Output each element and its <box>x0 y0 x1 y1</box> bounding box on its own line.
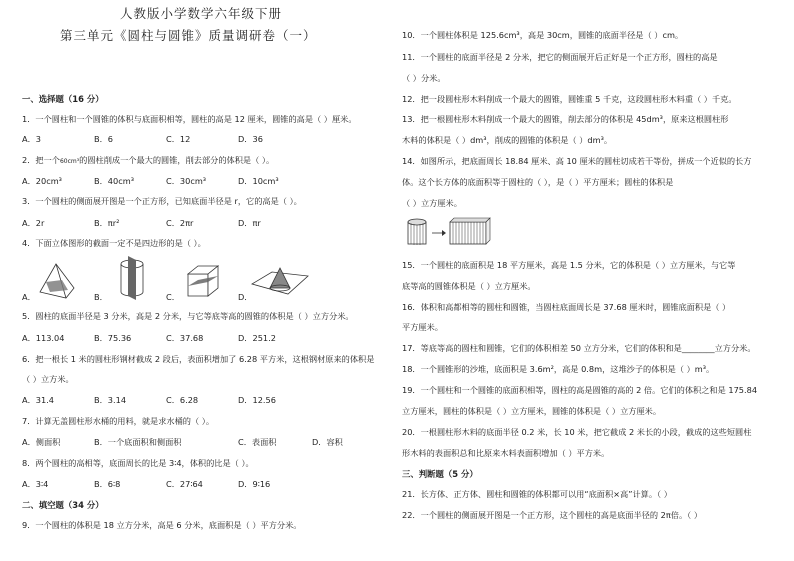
q2-option-d: D．10cm³ <box>238 176 279 186</box>
cone-section-figure <box>250 266 312 302</box>
q7-option-a: A．侧面积 <box>22 437 61 447</box>
question-3: 3．一个圆柱的侧面展开图是一个正方形，已知底面半径是 r，它的高是（ ）。 <box>22 196 302 206</box>
question-11-line1: 11．一个圆柱的底面半径是 2 分米，把它的侧面展开后正好是一个正方形，圆柱的高是 <box>402 52 718 62</box>
q1-option-b: B．6 <box>94 134 114 144</box>
q3-option-d: D．πr <box>238 218 261 228</box>
q5-option-d: D．251.2 <box>238 333 276 343</box>
question-10: 10．一个圆柱体积是 125.6cm³，高是 30cm，圆锥的底面半径是（ ）cm。 <box>402 30 684 40</box>
q2-text-a: 2．把一个 <box>22 155 60 165</box>
q8-option-d: D．9∶16 <box>238 479 271 489</box>
question-19-line2: 立方厘米，圆柱的体积是（ ）立方厘米，圆锥的体积是（ ）立方厘米。 <box>402 406 662 416</box>
question-15-line1: 15．一个圆柱的底面积是 18 平方厘米，高是 1.5 分米，它的体积是（ ）立方厘米，与它等 <box>402 260 736 270</box>
question-14-line1: 14．如图所示，把底面周长 18.84 厘米、高 10 厘米的圆柱切成若干等份，拼成一个近似的长方 <box>402 156 752 166</box>
q8-option-b: B．6∶8 <box>94 479 121 489</box>
q2-option-b: B．40cm³ <box>94 176 134 186</box>
question-15-line2: 底等高的圆锥体积是（ ）立方厘米。 <box>402 281 536 291</box>
question-14-line2: 体。这个长方体的底面积等于圆柱的（ ），是（ ）平方厘米；圆柱的体积是 <box>402 177 674 187</box>
question-1: 1．一个圆柱和一个圆锥的体积与底面积相等，圆柱的高是 12 厘米，圆锥的高是（ ）厘米。 <box>22 114 357 124</box>
section-judge-heading: 三、判断题（5 分） <box>402 469 478 479</box>
q1-option-a: A．3 <box>22 134 41 144</box>
q1-option-d: D．36 <box>238 134 263 144</box>
q3-option-c: C．2πr <box>166 218 194 228</box>
question-20-line1: 20．一根圆柱形木料的底面半径 0.2 米，长 10 米，把它截成 2 米长的小段，截成的这些短圆柱 <box>402 427 752 437</box>
cube-section-figure <box>182 262 224 302</box>
q2-option-a: A．20cm³ <box>22 176 62 186</box>
question-18: 18．一个圆锥形的沙堆，底面积是 3.6m²，高是 0.8m，这堆沙子的体积是（ ）m³。 <box>402 364 715 374</box>
q5-option-b: B．75.36 <box>94 333 132 343</box>
section-fill-heading: 二、填空题（34 分） <box>22 500 104 510</box>
q4-option-b: B． <box>94 292 108 302</box>
question-6-line1: 6．把一根长 1 米的圆柱形钢材截成 2 段后，表面积增加了 6.28 平方米，这根钢材原来的体积是 <box>22 354 375 364</box>
q5-option-a: A．113.04 <box>22 333 65 343</box>
question-8: 8．两个圆柱的高相等，底面周长的比是 3∶4，体积的比是（ ）。 <box>22 458 254 468</box>
q1-option-c: C．12 <box>166 134 191 144</box>
q7-option-b: B．一个底面积和侧面积 <box>94 437 182 447</box>
q7-option-c: C．表面积 <box>238 437 277 447</box>
question-12: 12．把一段圆柱形木料削成一个最大的圆锥，圆锥重 5 千克，这段圆柱形木料重（ ）千克。 <box>402 94 737 104</box>
q4-option-d: D． <box>238 292 253 302</box>
q4-option-c: C． <box>166 292 180 302</box>
q4-option-a: A． <box>22 292 36 302</box>
question-13-line1: 13．把一根圆柱形木料削成一个最大的圆锥，削去部分的体积是 45dm³，原来这根圆柱形 <box>402 114 729 124</box>
question-7: 7．计算无盖圆柱形水桶的用料，就是求水桶的（ ）。 <box>22 416 215 426</box>
q8-option-c: C．27∶64 <box>166 479 203 489</box>
question-2 <box>22 155 274 167</box>
q5-option-c: C．37.68 <box>166 333 204 343</box>
pyramid-section-figure <box>36 260 78 302</box>
q3-option-a: A．2r <box>22 218 45 228</box>
q6-option-a: A．31.4 <box>22 395 55 405</box>
question-4: 4．下面立体图形的截面一定不是四边形的是（ ）。 <box>22 238 206 248</box>
question-11-line2: （ ）分米。 <box>402 73 446 83</box>
question-6-line2: （ ）立方米。 <box>22 374 74 384</box>
q7-option-d: D．容积 <box>312 437 343 447</box>
question-16-line2: 平方厘米。 <box>402 322 443 332</box>
question-13-line2: 木料的体积是（ ）dm³，削成的圆锥的体积是（ ）dm³。 <box>402 135 613 145</box>
question-17: 17．等底等高的圆柱和圆锥，它们的体积相差 50 立方分米，它们的体积和是________立方分米。 <box>402 343 756 353</box>
question-9: 9．一个圆柱的体积是 18 立方分米，高是 6 分米，底面积是（ ）平方分米。 <box>22 520 302 530</box>
question-19-line1: 19．一个圆柱和一个圆锥的底面积相等，圆柱的高是圆锥的高的 2 倍。它们的体积之和是 175.84 <box>402 385 758 395</box>
q6-option-d: D．12.56 <box>238 395 276 405</box>
cylinder-section-figure <box>112 254 152 302</box>
q2-text-b: 的圆柱削成一个最大的圆锥，削去部分的体积是（ ）。 <box>79 155 275 165</box>
question-20-line2: 形木料的表面积总和比原来木料表面积增加（ ）平方米。 <box>402 448 610 458</box>
q3-option-b: B．πr² <box>94 218 120 228</box>
cylinder-rearrange-figure <box>404 216 492 248</box>
q6-option-c: C．6.28 <box>166 395 199 405</box>
section-choice-heading: 一、选择题（16 分） <box>22 94 104 104</box>
question-21: 21．长方体、正方体、圆柱和圆锥的体积都可以用“底面积×高”计算。（ ） <box>402 489 672 499</box>
question-14-line3: （ ）立方厘米。 <box>402 198 462 208</box>
question-22: 22．一个圆柱的侧面展开图是一个正方形，这个圆柱的高是底面半径的 2π倍。（ ） <box>402 510 703 520</box>
question-5: 5．圆柱的底面半径是 3 分米，高是 2 分米，与它等底等高的圆锥的体积是（ ）立方分米。 <box>22 311 354 321</box>
q6-option-b: B．3.14 <box>94 395 127 405</box>
paper-title: 人教版小学数学六年级下册 <box>120 6 283 21</box>
paper-subtitle: 第三单元《圆柱与圆锥》质量调研卷（一） <box>60 28 317 43</box>
q2-volume-small: 60cm³ <box>59 158 80 165</box>
q2-option-c: C．30cm³ <box>166 176 207 186</box>
question-16-line1: 16．体积和高都相等的圆柱和圆锥，当圆柱底面周长是 37.68 厘米时，圆锥底面积是（ ） <box>402 302 731 312</box>
q8-option-a: A．3∶4 <box>22 479 49 489</box>
